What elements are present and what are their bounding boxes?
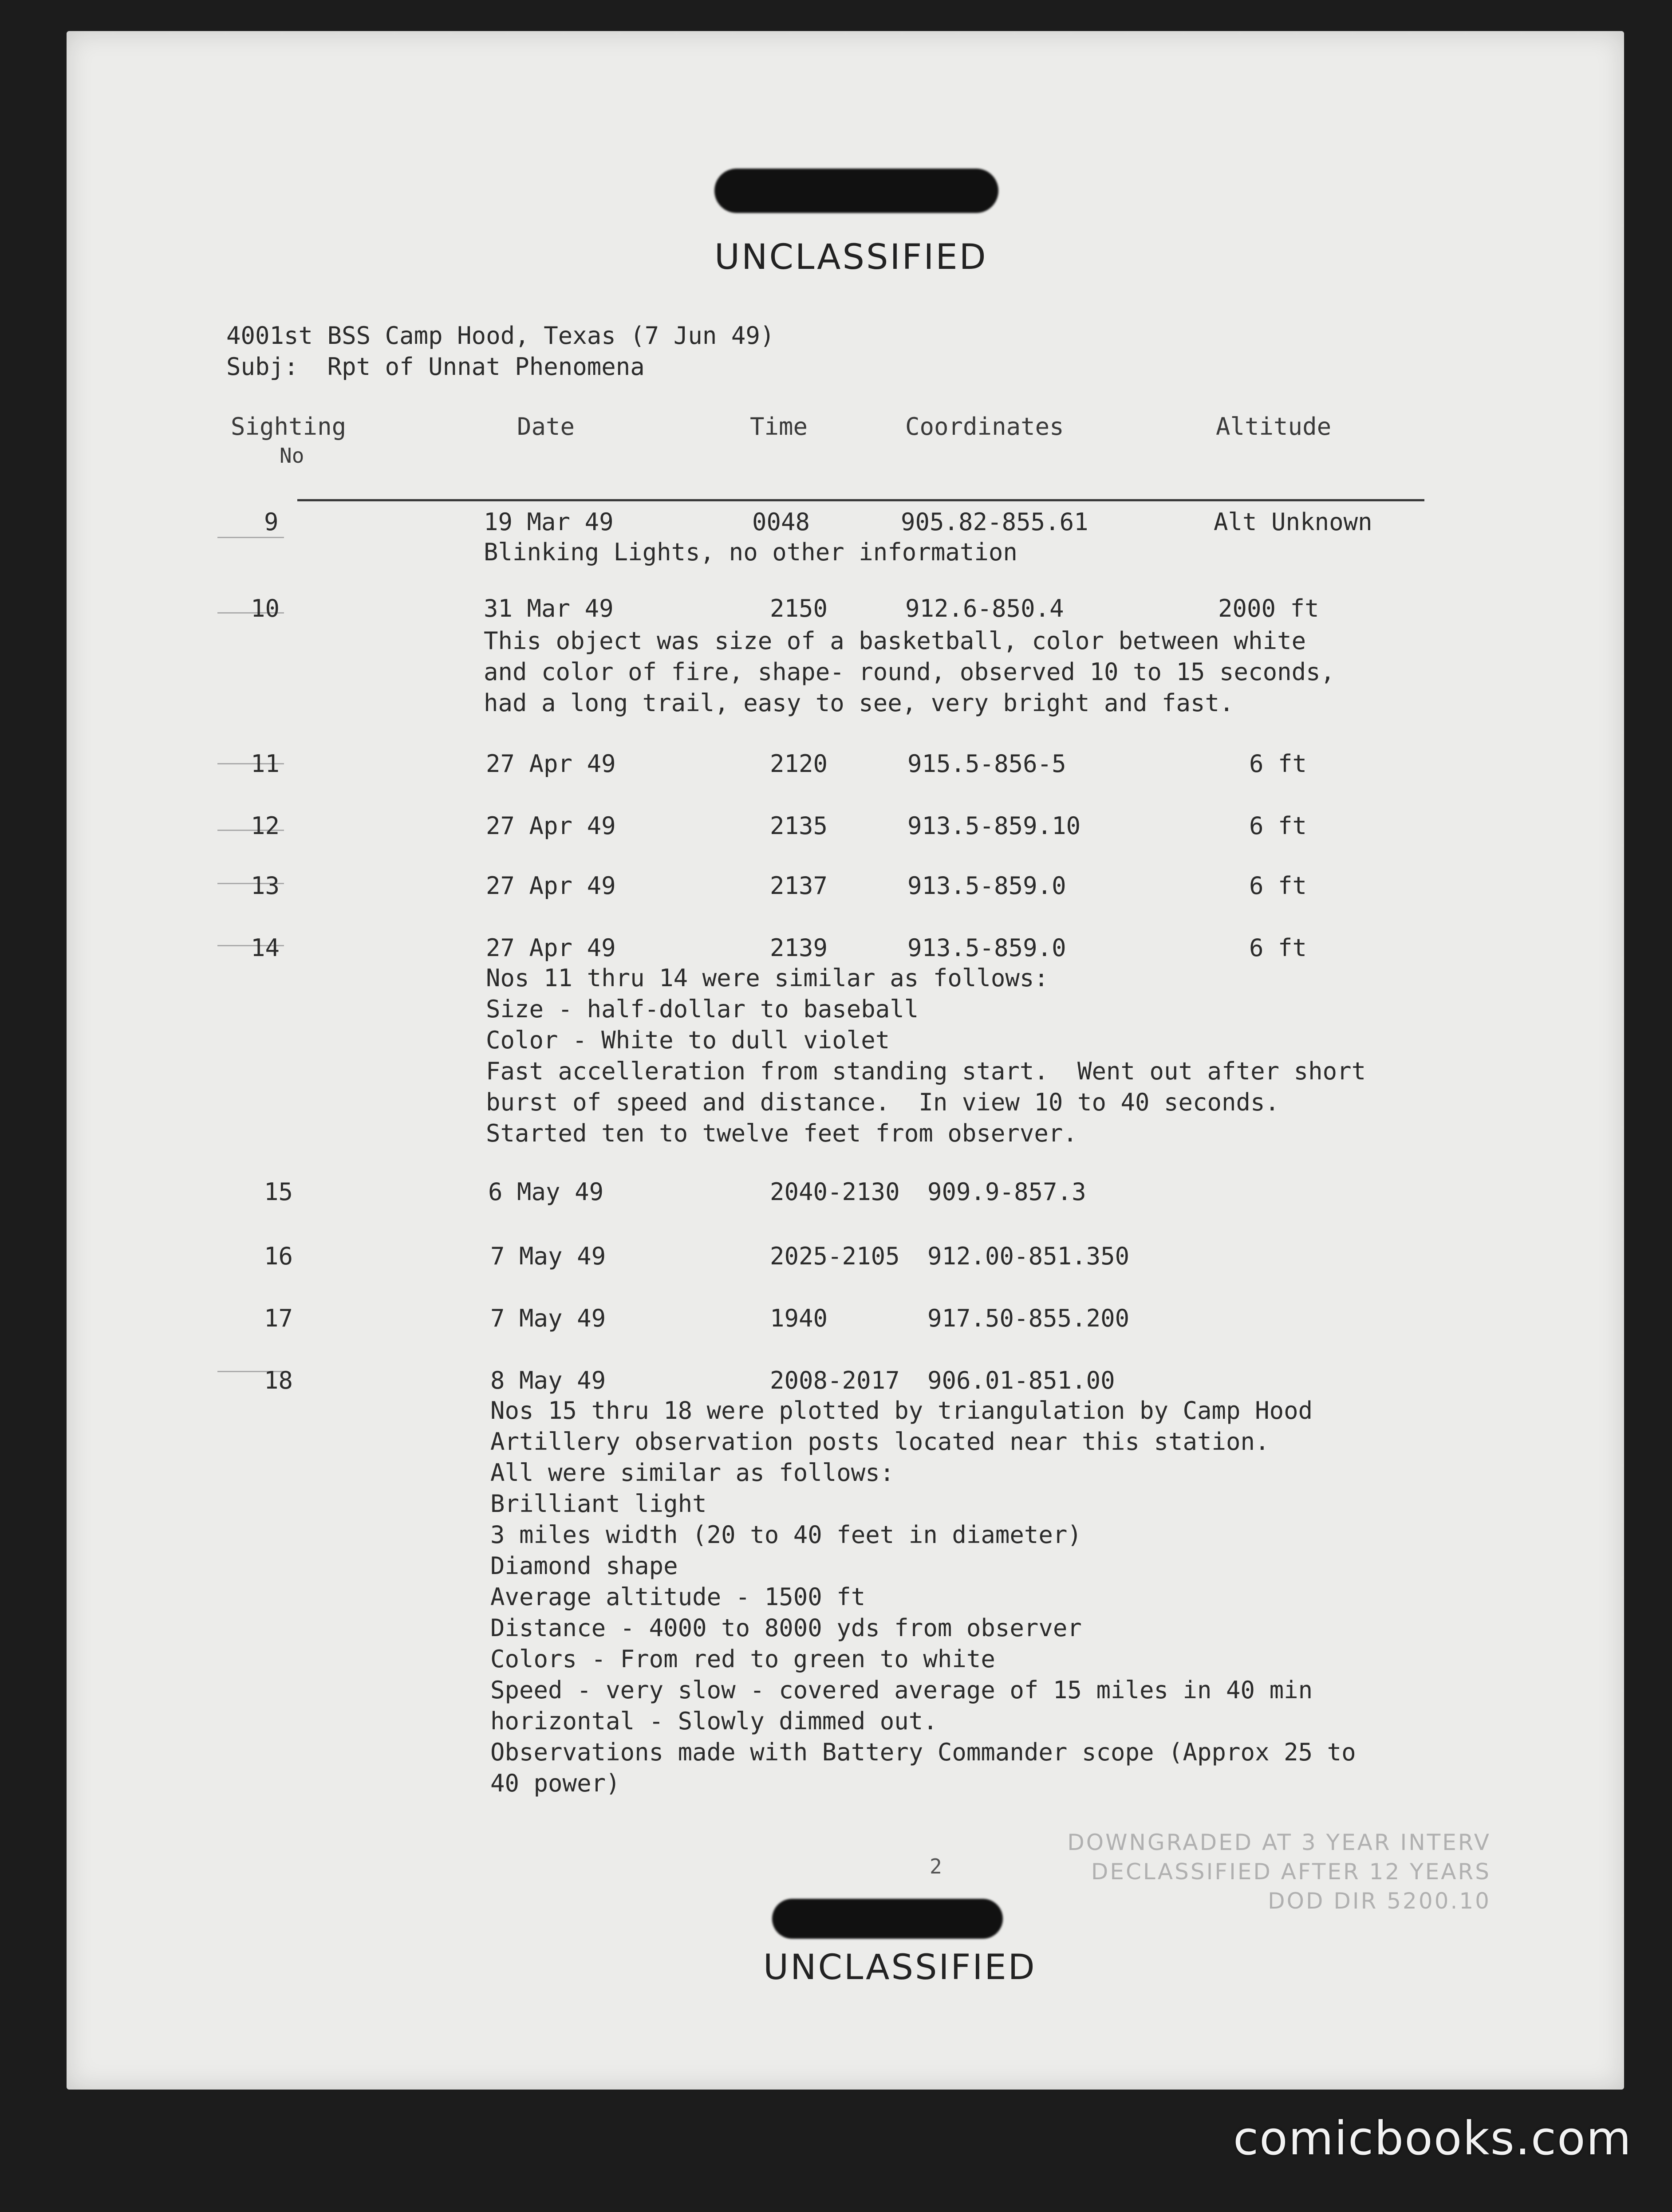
col-sighting-sub: No bbox=[280, 444, 304, 468]
row-18-time: 2008-2017 bbox=[770, 1366, 900, 1394]
row-16-date: 7 May 49 bbox=[490, 1242, 606, 1270]
row-13-time: 2137 bbox=[770, 872, 828, 900]
col-altitude: Altitude bbox=[1216, 413, 1332, 441]
row-13-alt: 6 ft bbox=[1249, 872, 1307, 900]
row-11-time: 2120 bbox=[770, 750, 828, 778]
row-17-time: 1940 bbox=[770, 1304, 828, 1332]
row-10-no: 10 bbox=[251, 594, 280, 622]
row-15-coords: 909.9-857.3 bbox=[927, 1178, 1086, 1206]
page-number: 2 bbox=[930, 1854, 942, 1878]
row-11-coords: 915.5-856-5 bbox=[907, 750, 1066, 778]
redaction-bar-bottom bbox=[772, 1899, 1003, 1939]
downgrade-stamp-line: DOWNGRADED AT 3 YEAR INTERV bbox=[1067, 1830, 1491, 1855]
row-10-time: 2150 bbox=[770, 594, 828, 622]
col-time: Time bbox=[750, 413, 808, 441]
row-13-coords: 913.5-859.0 bbox=[907, 872, 1066, 900]
row-9-coords: 905.82-855.61 bbox=[901, 508, 1088, 536]
col-date: Date bbox=[517, 413, 575, 441]
row-14-date: 27 Apr 49 bbox=[486, 934, 616, 962]
row-9-date: 19 Mar 49 bbox=[484, 508, 614, 536]
downgrade-stamp-line: DECLASSIFIED AFTER 12 YEARS bbox=[1091, 1859, 1491, 1885]
row-18-coords: 906.01-851.00 bbox=[927, 1366, 1115, 1394]
row-10-coords: 912.6-850.4 bbox=[905, 594, 1064, 622]
classification-bottom: UNCLASSIFIED bbox=[763, 1948, 1037, 1988]
row-15-no: 15 bbox=[264, 1178, 293, 1206]
row-9-no: 9 bbox=[264, 508, 279, 536]
row-11-date: 27 Apr 49 bbox=[486, 750, 616, 778]
margin-mark bbox=[217, 537, 284, 538]
row-12-alt: 6 ft bbox=[1249, 812, 1307, 840]
header-rule bbox=[297, 499, 1424, 501]
row-9-alt: Alt Unknown bbox=[1214, 508, 1372, 536]
row-14-alt: 6 ft bbox=[1249, 934, 1307, 962]
row-12-coords: 913.5-859.10 bbox=[907, 812, 1081, 840]
row-14-description: Nos 11 thru 14 were similar as follows: Size - half-dollar to baseball Color - White to dull violet Fast accelleration from standing start. Went out after short burst of speed and distance. In view 10 to 40 seconds. Started ten to twelve feet from observer. bbox=[486, 964, 1366, 1147]
row-18-description: Nos 15 thru 18 were plotted by triangulation by Camp Hood Artillery observation posts located near this station. All were similar as follows: Brilliant light 3 miles width (20 to 40 feet in diameter) Diamond shape Average altitude - 1500 ft Distance - 4000 to 8000 yds from observer Colors - From red to green to white Speed - very slow - covered average of 15 miles in 40 min horizontal - Slowly dimmed out. Observations made with Battery Commander scope (Approx 25 to 40 power) bbox=[490, 1397, 1356, 1797]
redaction-bar-top bbox=[714, 169, 998, 213]
row-13-date: 27 Apr 49 bbox=[486, 872, 616, 900]
row-12-date: 27 Apr 49 bbox=[486, 812, 616, 840]
classification-top: UNCLASSIFIED bbox=[714, 237, 988, 277]
row-10-description: This object was size of a basketball, color between white and color of fire, shape- round, observed 10 to 15 seconds, had a long trail, easy to see, very bright and fast. bbox=[484, 627, 1335, 717]
row-12-time: 2135 bbox=[770, 812, 828, 840]
row-15-time: 2040-2130 bbox=[770, 1178, 900, 1206]
row-15-date: 6 May 49 bbox=[488, 1178, 604, 1206]
row-11-no: 11 bbox=[251, 750, 280, 778]
watermark: comicbooks.com bbox=[1233, 2111, 1632, 2165]
row-18-no: 18 bbox=[264, 1366, 293, 1394]
row-18-date: 8 May 49 bbox=[490, 1366, 606, 1394]
row-12-no: 12 bbox=[251, 812, 280, 840]
row-16-no: 16 bbox=[264, 1242, 293, 1270]
row-13-no: 13 bbox=[251, 872, 280, 900]
row-17-coords: 917.50-855.200 bbox=[927, 1304, 1130, 1332]
document-page bbox=[67, 31, 1624, 2090]
row-11-alt: 6 ft bbox=[1249, 750, 1307, 778]
header-line-2: Subj: Rpt of Unnat Phenomena bbox=[226, 353, 645, 381]
downgrade-stamp bbox=[1067, 1828, 1491, 1916]
row-16-time: 2025-2105 bbox=[770, 1242, 900, 1270]
downgrade-stamp-line: DOD DIR 5200.10 bbox=[1268, 1888, 1491, 1914]
row-14-time: 2139 bbox=[770, 934, 828, 962]
row-14-coords: 913.5-859.0 bbox=[907, 934, 1066, 962]
row-10-alt: 2000 ft bbox=[1218, 594, 1319, 622]
col-coordinates: Coordinates bbox=[905, 413, 1064, 441]
header-line-1: 4001st BSS Camp Hood, Texas (7 Jun 49) bbox=[226, 322, 775, 350]
row-17-no: 17 bbox=[264, 1304, 293, 1332]
col-sighting: Sighting bbox=[231, 413, 347, 441]
row-14-no: 14 bbox=[251, 934, 280, 962]
row-10-date: 31 Mar 49 bbox=[484, 594, 614, 622]
row-9-time: 0048 bbox=[752, 508, 810, 536]
row-16-coords: 912.00-851.350 bbox=[927, 1242, 1130, 1270]
row-9-description: Blinking Lights, no other information bbox=[484, 538, 1017, 566]
row-17-date: 7 May 49 bbox=[490, 1304, 606, 1332]
